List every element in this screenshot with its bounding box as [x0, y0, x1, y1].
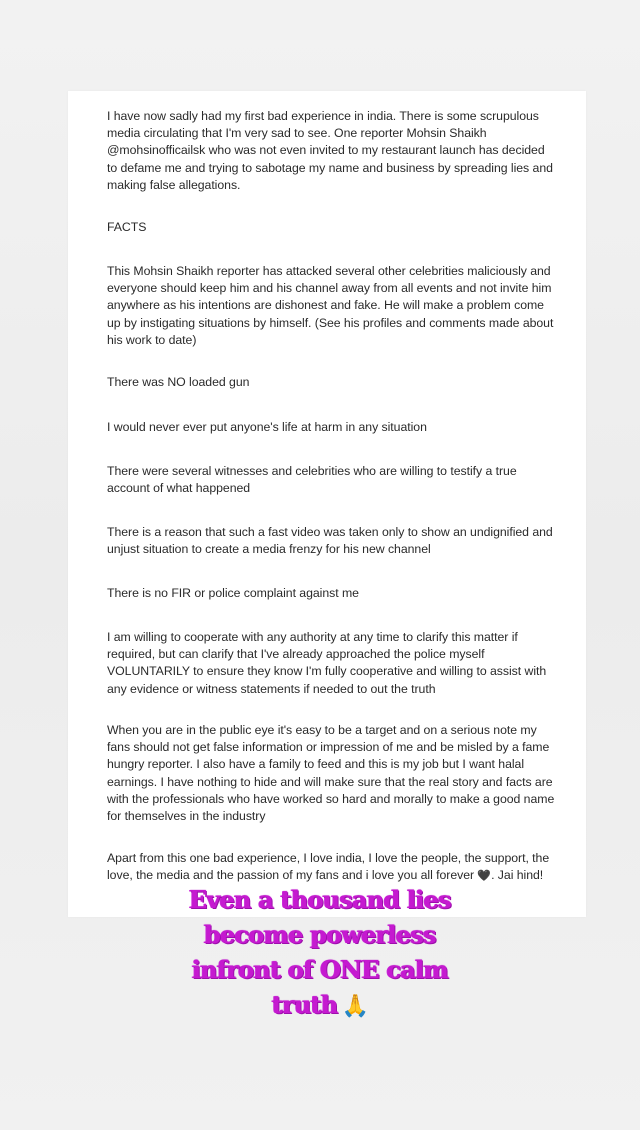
- overlay-line-1: Even a thousand lies: [189, 885, 451, 914]
- paragraph-closing: [107, 850, 557, 885]
- paragraph-cooperate: I am willing to cooperate with any authority at any time to clarify this matter if required, but can clarify that I've already approached the police myself VOLUNTARILY to ensure they know I'm fully cooperative and willing to assist with any evidence or witness statements if needed to out the truth: [107, 630, 547, 696]
- paragraph-no-gun: There was NO loaded gun: [107, 375, 250, 389]
- heart-icon: 🖤: [477, 870, 492, 883]
- paragraph-no-harm: I would never ever put anyone's life at harm in any situation: [107, 420, 427, 434]
- overlay-line-2: become powerless: [204, 920, 436, 949]
- story-text-overlay: [0, 882, 640, 1024]
- paragraph-intro: I have now sadly had my first bad experience in india. There is some scrupulous media circulating that I'm very sad to see. One reporter Mohsin Shaikh @mohsinofficailsk who was not even invited to my restaurant launch has decided to defame me and trying to sabotage my name and business by spreading lies and making false allegations.: [107, 109, 553, 192]
- paragraph-reporter: This Mohsin Shaikh reporter has attacked several other celebrities maliciously and everyone should keep him and his channel away from all events and not invite him anywhere as his intentions are dishonest and fake. He will make a problem come up by instigating situations by himself. (See his profiles and comments made about his work to date): [107, 264, 554, 347]
- paragraph-no-fir: There is no FIR or police complaint against me: [107, 586, 359, 600]
- closing-tail: . Jai hind!: [491, 868, 544, 883]
- folded-hands-icon: 🙏: [341, 994, 369, 1019]
- paragraph-video: There is a reason that such a fast video was taken only to show an undignified and unjust situation to create a media frenzy for his new channel: [107, 525, 553, 557]
- overlay-truth: truth: [271, 990, 338, 1019]
- facts-heading: FACTS: [107, 220, 147, 234]
- overlay-line-4: [0, 987, 640, 1024]
- overlay-line-3: infront of ONE calm: [191, 955, 449, 984]
- paragraph-public-eye: When you are in the public eye it's easy to be a target and on a serious note my fans should not get false information or impression of me and be misled by a fame hungry reporter. I also have a family to feed and this is my job but I want halal earnings. I have nothing to hide and will make sure that the real story and facts are with the professionals who have worked so hard and morally to make a good name for themselves in the industry: [107, 723, 555, 824]
- paragraph-witnesses: There were several witnesses and celebrities who are willing to testify a true account of what happened: [107, 464, 517, 496]
- closing-text: Apart from this one bad experience, I love india, I love the people, the support, the love, the media and the passion of my fans and i love you all forever: [107, 851, 550, 883]
